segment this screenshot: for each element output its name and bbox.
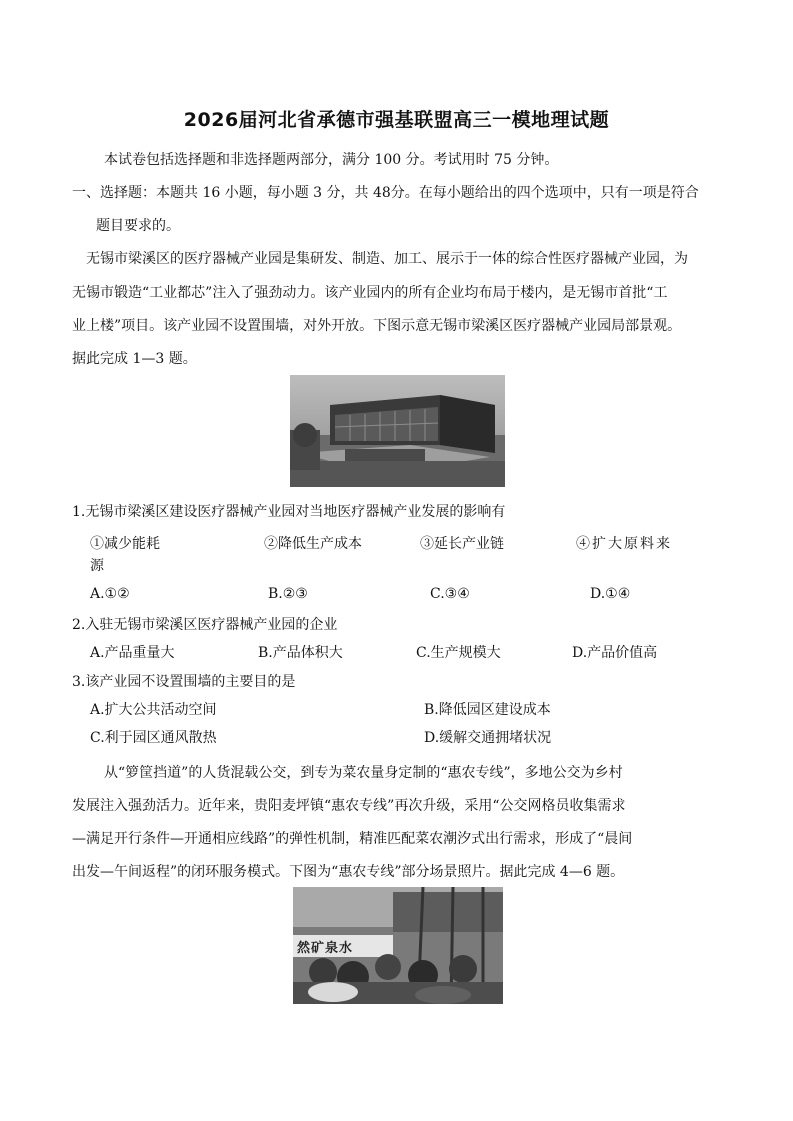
q1-option-d[interactable]: D.①④ xyxy=(590,586,631,602)
question-3-stem: 3.该产业园不设置围墙的主要目的是 xyxy=(72,674,296,690)
question-2-stem: 2.入驻无锡市梁溪区医疗器械产业园的企业 xyxy=(72,617,338,633)
q2-option-c[interactable]: C.生产规模大 xyxy=(416,645,501,661)
q1-option-c[interactable]: C.③④ xyxy=(430,586,470,602)
section-heading-line1: 一、选择题：本题共 16 小题，每小题 3 分，共 48分。在每小题给出的四个选项中，只有一项是符合 xyxy=(72,185,699,201)
industrial-park-photo xyxy=(290,375,505,487)
passage2-line: —满足开行条件—开通相应线路”的弹性机制，精准匹配菜农潮汐式出行需求，形成了“晨间 xyxy=(72,831,633,847)
q3-option-d[interactable]: D.缓解交通拥堵状况 xyxy=(424,730,552,746)
passage2-line: 发展注入强劲活力。近年来，贵阳麦坪镇“惠农专线”再次升级，采用“公交网格员收集需求 xyxy=(72,798,626,814)
passage2-line: 从“箩筐挡道”的人货混载公交，到专为菜农量身定制的“惠农专线”，多地公交为乡村 xyxy=(104,765,623,781)
q1-item-4: ④扩大原料来 xyxy=(576,536,672,552)
question-1-stem: 1.无锡市梁溪区建设医疗器械产业园对当地医疗器械产业发展的影响有 xyxy=(72,504,506,520)
passage1-line: 业上楼”项目。该产业园不设置围墙，对外开放。下图示意无锡市梁溪区医疗器械产业园局部景观。 xyxy=(72,318,682,334)
q1-option-b[interactable]: B.②③ xyxy=(268,586,308,602)
passage1-line: 无锡市锻造“工业都芯”注入了强劲动力。该产业园内的所有企业均布局于楼内，是无锡市首批“工 xyxy=(72,285,668,301)
q1-item-4-cont: 源 xyxy=(90,558,104,574)
q1-option-a[interactable]: A.①② xyxy=(90,586,130,602)
q1-item-3: ③延长产业链 xyxy=(420,536,504,552)
q3-option-a[interactable]: A.扩大公共活动空间 xyxy=(90,702,217,718)
bus-sign-text: 然矿泉水 xyxy=(297,941,354,956)
q3-option-b[interactable]: B.降低园区建设成本 xyxy=(424,702,551,718)
q2-option-b[interactable]: B.产品体积大 xyxy=(258,645,343,661)
q2-option-a[interactable]: A.产品重量大 xyxy=(90,645,175,661)
passage2-line: 出发—午间返程”的闭环服务模式。下图为“惠农专线”部分场景照片。据此完成 4—6 题。 xyxy=(72,864,625,880)
q1-item-1: ①减少能耗 xyxy=(90,536,160,552)
section-heading-line2: 题目要求的。 xyxy=(96,218,180,234)
page-title: 2026届河北省承德市强基联盟高三一模地理试题 xyxy=(183,109,610,131)
q2-option-d[interactable]: D.产品价值高 xyxy=(572,645,658,661)
farmers-bus-photo xyxy=(293,887,503,1004)
intro-text: 本试卷包括选择题和非选择题两部分，满分 100 分。考试用时 75 分钟。 xyxy=(104,152,559,168)
passage1-line: 无锡市梁溪区的医疗器械产业园是集研发、制造、加工、展示于一体的综合性医疗器械产业园，为 xyxy=(86,251,688,267)
q1-item-2: ②降低生产成本 xyxy=(264,536,362,552)
passage1-line: 据此完成 1—3 题。 xyxy=(72,351,197,367)
q3-option-c[interactable]: C.利于园区通风散热 xyxy=(90,730,217,746)
